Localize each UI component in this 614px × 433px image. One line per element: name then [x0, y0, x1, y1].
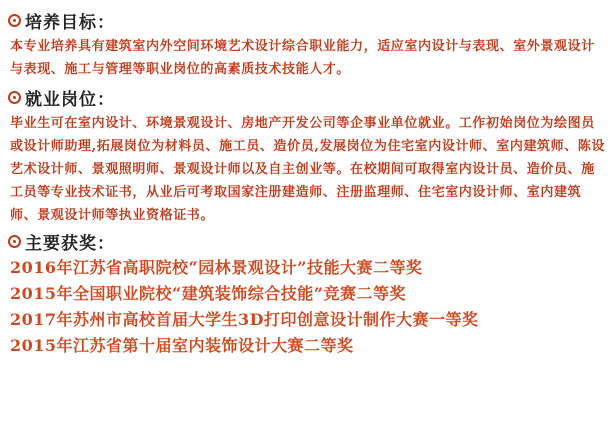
circle-dot-icon: [8, 235, 21, 248]
goal-text: 本专业培养具有建筑室内外空间环境艺术设计综合职业能力，适应室内设计与表现、室外景观设计与表现、施工与管理等职业岗位的高素质技术技能人才。: [10, 39, 595, 77]
circle-dot-icon: [8, 91, 21, 104]
jobs-title: 就业岗位：: [25, 89, 115, 110]
award-item: 2015年全国职业院校“建筑装饰综合技能”竞赛二等奖: [10, 284, 406, 303]
award-item: 2015年江苏省第十届室内装饰设计大赛二等奖: [10, 336, 354, 355]
goal-heading: [8, 6, 606, 34]
goal-title: 培养目标：: [25, 12, 115, 33]
circle-dot-icon: [8, 14, 21, 27]
awards-list: [10, 255, 606, 359]
awards-heading: [8, 227, 606, 255]
awards-title: 主要获奖：: [25, 233, 115, 254]
award-item: 2017年苏州市高校首届大学生3D打印创意设计制作大赛一等奖: [10, 310, 479, 329]
jobs-heading: [8, 83, 606, 111]
jobs-text: 毕业生可在室内设计、环境景观设计、房地产开发公司等企事业单位就业。工作初始岗位为绘图员或设计师助理,拓展岗位为材料员、施工员、造价员,发展岗位为住宅室内设计师、室内建筑师、陈设艺术设计师、景观照明师、景观设计师以及自主创业等。在校期间可取得室内设计员、造价员、施工员等专业技术证书，从业后可考取国家注册建造师、注册监理师、住宅室内设计师、室内建筑师、景观设计师等执业资格证书。: [10, 116, 606, 223]
award-item: 2016年江苏省高职院校“园林景观设计”技能大赛二等奖: [10, 258, 423, 277]
